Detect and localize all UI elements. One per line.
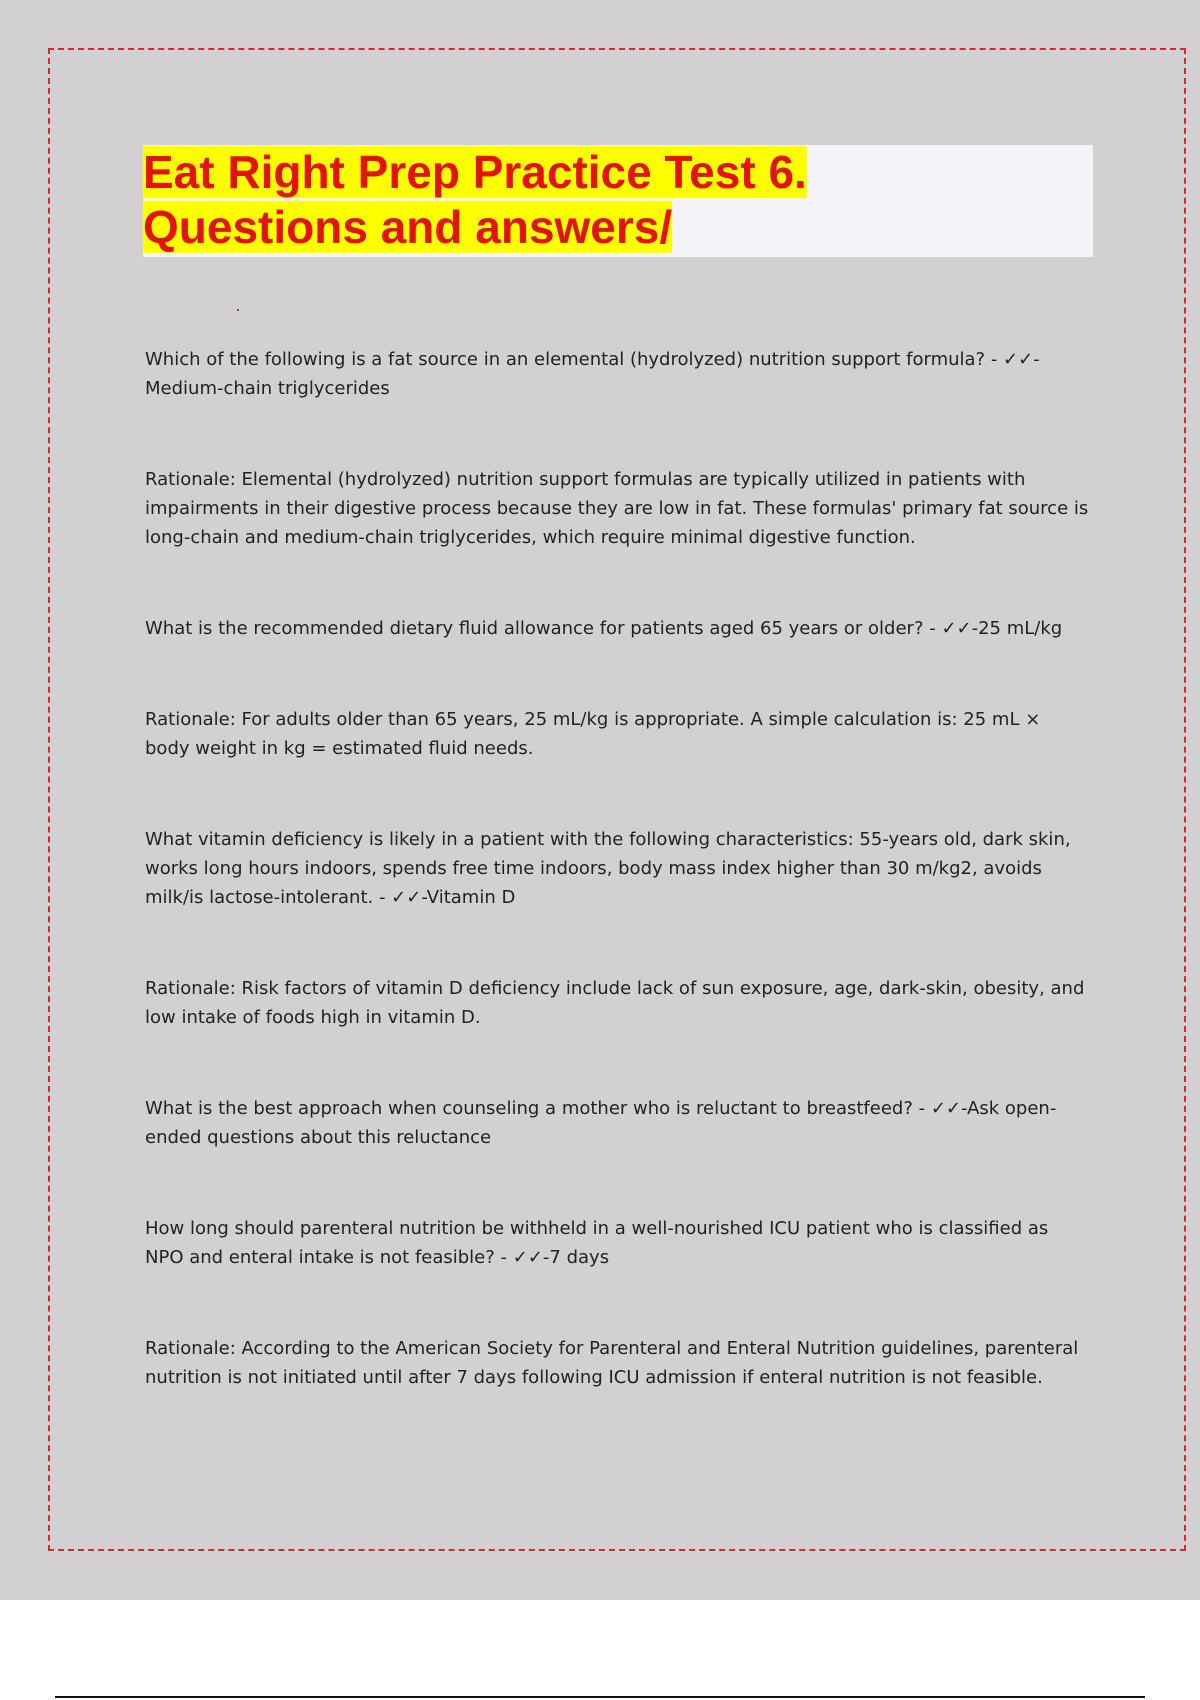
- question-parenteral-nutrition: How long should parenteral nutrition be withheld in a well-nourished ICU patient who is classified as NPO and enteral intake is not feasible? - ✓✓-7 days: [145, 1218, 1049, 1268]
- question-breastfeeding-counseling: What is the best approach when counseling a mother who is reluctant to breastfeed? - ✓✓-Ask open-ended questions about this reluctance: [145, 1098, 1057, 1148]
- rationale-vitamin-deficiency: Rationale: Risk factors of vitamin D deficiency include lack of sun exposure, age, dark-skin, obesity, and low intake of foods high in vitamin D.: [145, 978, 1085, 1028]
- question-fat-source: Which of the following is a fat source in an elemental (hydrolyzed) nutrition support formula? - ✓✓- Medium-chain triglycerides: [145, 349, 1040, 399]
- question-fluid-allowance: What is the recommended dietary fluid allowance for patients aged 65 years or older? - ✓✓-25 mL/kg: [145, 618, 1063, 639]
- document-title: [143, 145, 883, 255]
- qa-content: [145, 345, 1090, 1454]
- rationale-parenteral-nutrition: Rationale: According to the American Society for Parenteral and Enteral Nutrition guidelines, parenteral nutrition is not initiated until after 7 days following ICU admission if enteral nutrition is not feasible.: [145, 1338, 1079, 1388]
- title-line-2: Questions and answers/: [143, 201, 673, 253]
- rationale-fat-source: Rationale: Elemental (hydrolyzed) nutrition support formulas are typically utilized in patients with impairments in their digestive process because they are low in fat. These formulas' primary fat source is long-chain and medium-chain triglycerides, which require minimal digestive function.: [145, 469, 1089, 548]
- title-line-1: Eat Right Prep Practice Test 6.: [143, 146, 807, 198]
- footer-rule: [55, 1696, 1145, 1698]
- rationale-fluid-allowance: Rationale: For adults older than 65 years, 25 mL/kg is appropriate. A simple calculation is: 25 mL × body weight in kg = estimated fluid needs.: [145, 709, 1041, 759]
- stray-dot-mark: [237, 309, 239, 311]
- question-vitamin-deficiency: What vitamin deficiency is likely in a patient with the following characteristics: 55-years old, dark skin, works long hours indoors, spends free time indoors, body mass index higher than 30 m/kg2, avoids milk/is lactose-intolerant. - ✓✓-Vitamin D: [145, 829, 1071, 908]
